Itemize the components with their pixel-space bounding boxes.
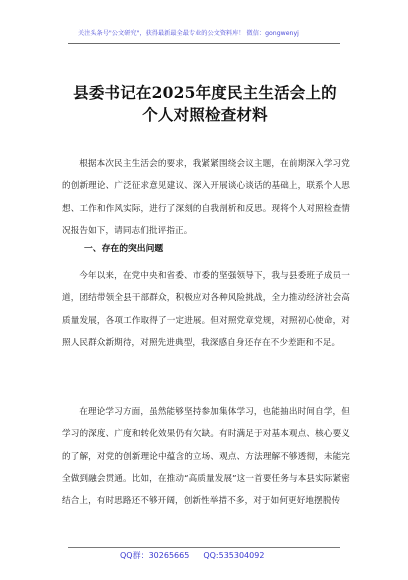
- footer-qq: QQ:535304092: [203, 551, 265, 560]
- footer-divider: [68, 547, 340, 548]
- intro-paragraph: 根据本次民主生活会的要求，我紧紧围绕会议主题，在前期深入学习党的创新理论、广泛征求意见建议、深入开展谈心谈话的基础上，联系个人思想、工作和作风实际，进行了深刻的自我剖析和反思。现将个人对照检查情况报告如下，请同志们批评指正。: [62, 159, 350, 236]
- footer-qq-group: QQ群：30265665: [120, 551, 190, 560]
- body-paragraph-1: 今年以来，在党中央和省委、市委的坚强领导下，我与县委班子成员一道，团结带领全县干部群众，积极应对各种风险挑战，全力推动经济社会高质量发展，各项工作取得了一定进展。但对照党章党规，对照初心使命，对照人民群众新期待，对照先进典型，我深感自身还存在不少差距和不足。: [62, 271, 350, 348]
- section-heading: 一、存在的突出问题: [84, 244, 164, 254]
- footer-contact: [120, 551, 320, 561]
- document-title: [40, 82, 370, 126]
- title-line-2: 个人对照检查材料: [142, 105, 268, 124]
- header-banner: 关注头条号"公文研究"，获得最新最全最专业的公文资料库！ 微信：gongwenyj: [78, 30, 299, 37]
- title-line-1: 县委书记在2025年度民主生活会上的: [73, 83, 337, 102]
- body-paragraph-2: 在理论学习方面，虽然能够坚持参加集体学习，也能抽出时间自学，但学习的深度、广度和转化效果仍有欠缺。有时满足于对基本观点、核心要义的了解，对党的创新理论中蕴含的立场、观点、方法理解不够透彻，未能完全做到融会贯通。比如，在推动“高质量发展”这一首要任务与本县实际紧密结合上，有时思路还不够开阔，创新性举措不多，对于如何更好地摆脱传: [62, 407, 350, 507]
- header-divider: [68, 43, 340, 44]
